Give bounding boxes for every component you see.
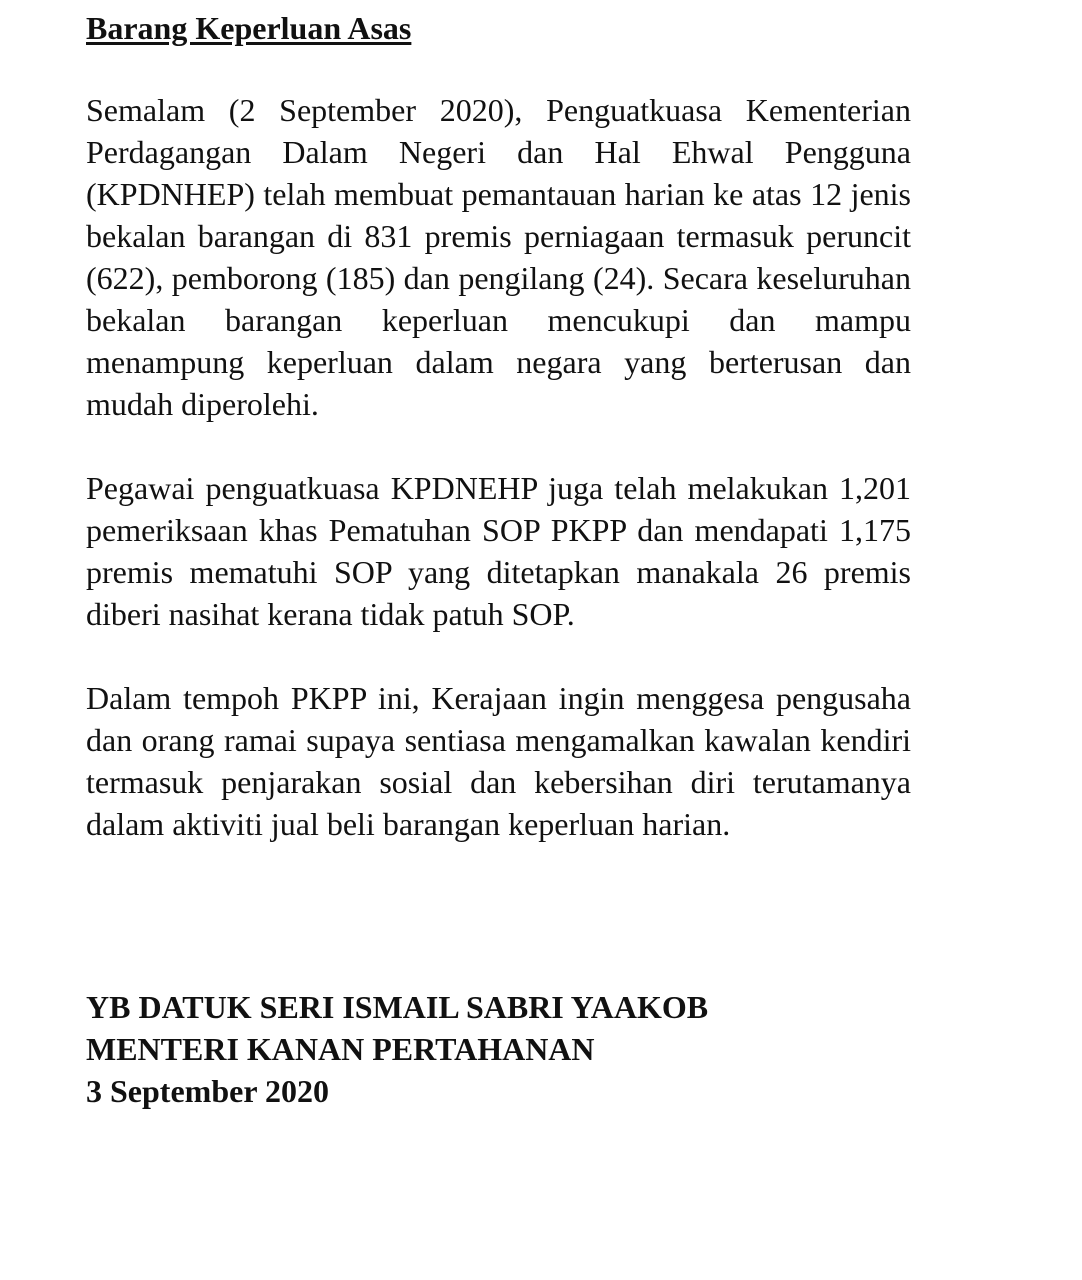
statement-date: 3 September 2020 <box>86 1073 329 1109</box>
paragraph-public-advice: Dalam tempoh PKPP ini, Kerajaan ingin menggesa pengusaha dan orang ramai supaya sentiasa mengamalkan kawalan kendiri termasuk penjarakan sosial dan kebersihan diri terutamanya dalam aktiviti jual beli barangan keperluan harian. <box>86 680 911 842</box>
document-page <box>86 0 911 1112</box>
signature-block <box>86 986 911 1112</box>
paragraph-supply-monitoring: Semalam (2 September 2020), Penguatkuasa Kementerian Perdagangan Dalam Negeri dan Hal Ehwal Pengguna (KPDNHEP) telah membuat pemantauan harian ke atas 12 jenis bekalan barangan di 831 premis perniagaan termasuk peruncit (622), pemborong (185) dan pengilang (24). Secara keseluruhan bekalan barangan keperluan mencukupi dan mampu menampung keperluan dalam negara yang berterusan dan mudah diperolehi. <box>86 92 911 422</box>
paragraph-sop-inspection: Pegawai penguatkuasa KPDNEHP juga telah melakukan 1,201 pemeriksaan khas Pematuhan SOP PKPP dan mendapati 1,175 premis mematuhi SOP yang ditetapkan manakala 26 premis diberi nasihat kerana tidak patuh SOP. <box>86 470 911 632</box>
section-heading: Barang Keperluan Asas <box>86 10 412 46</box>
signatory-title: MENTERI KANAN PERTAHANAN <box>86 1031 595 1067</box>
signatory-name: YB DATUK SERI ISMAIL SABRI YAAKOB <box>86 989 709 1025</box>
